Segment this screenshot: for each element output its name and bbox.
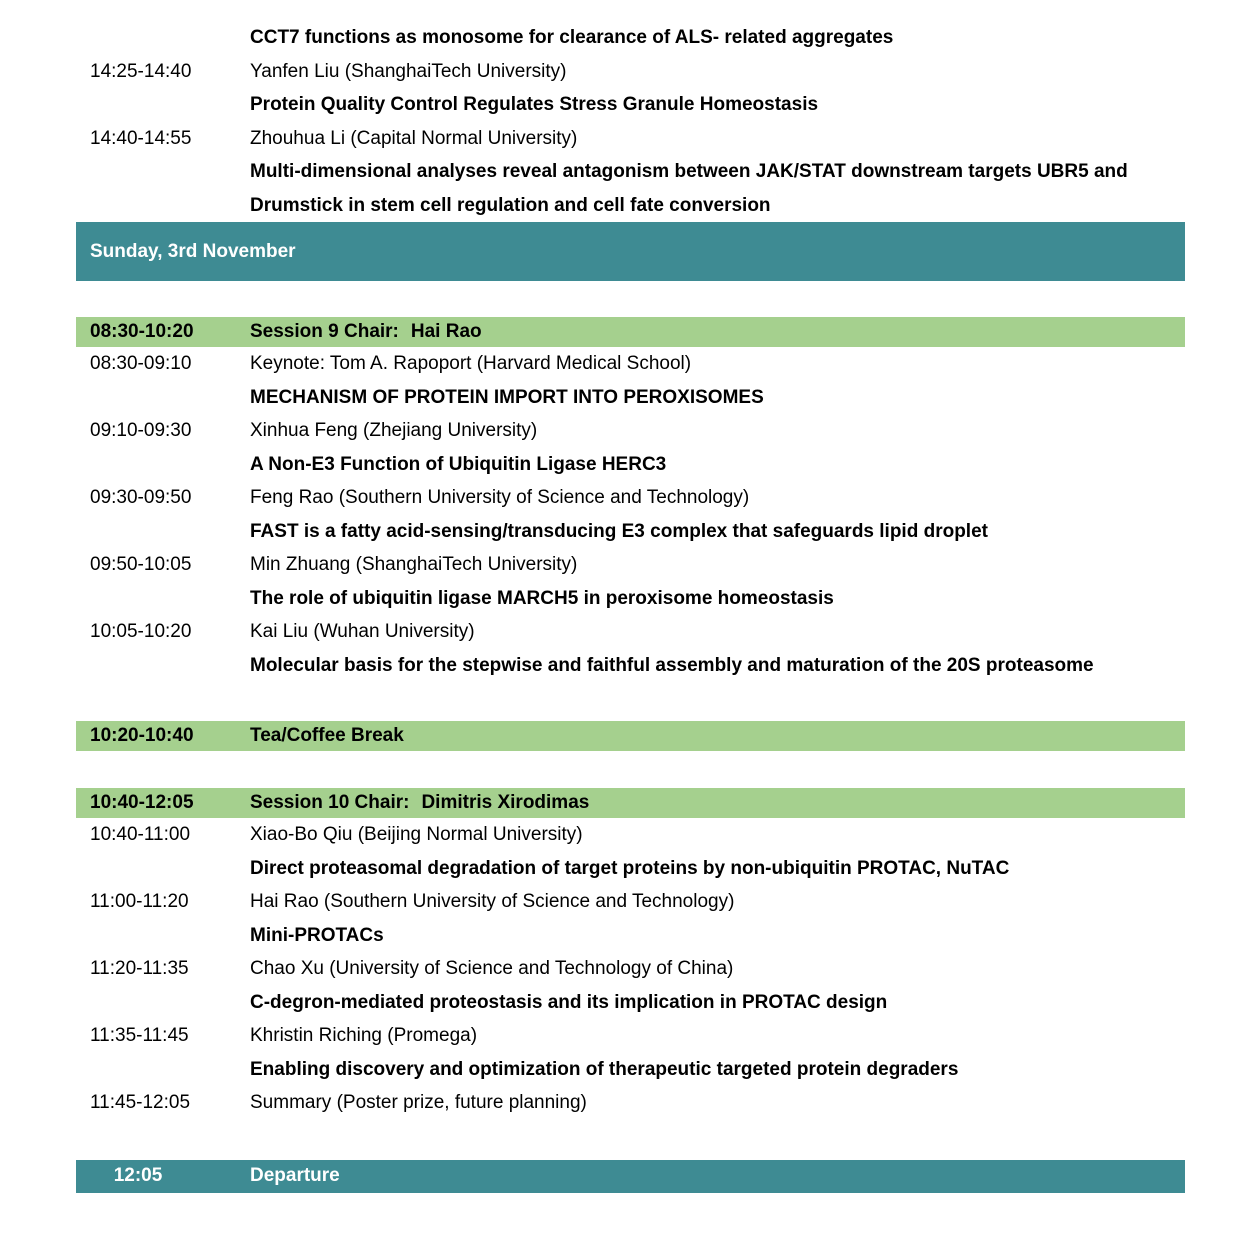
schedule-row [76, 649, 1185, 683]
schedule-row [76, 582, 1185, 616]
speaker-entry: Kai Liu (Wuhan University) [250, 621, 475, 642]
session9-chair-name: Hai Rao [410, 321, 482, 342]
talk-title: C-degron-mediated proteostasis and its implication in PROTAC design [250, 991, 888, 1013]
talk-title: CCT7 functions as monosome for clearance of ALS- related aggregates [250, 27, 894, 48]
session10-title [250, 792, 589, 814]
session10-time: 10:40-12:05 [90, 792, 194, 813]
session10-rows [76, 818, 1185, 1120]
schedule-row [76, 548, 1185, 582]
conference-schedule [76, 0, 1185, 1193]
talk-title: A Non-E3 Function of Ubiquitin Ligase HERC3 [250, 453, 667, 475]
session9-time: 08:30-10:20 [90, 321, 194, 342]
speaker-entry: Xiao-Bo Qiu (Beijing Normal University) [250, 824, 583, 845]
schedule-row [76, 1053, 1185, 1087]
tea-break-time: 10:20-10:40 [90, 725, 194, 746]
talk-title: Mini-PROTACs [250, 924, 384, 946]
schedule-row [76, 818, 1185, 852]
pre-day-section [76, 0, 1185, 222]
time-cell: 09:10-09:30 [90, 420, 192, 441]
time-cell: 14:40-14:55 [90, 127, 192, 149]
schedule-row [76, 952, 1185, 986]
session10-chair-name: Dimitris Xirodimas [421, 792, 590, 813]
departure-bar [76, 1160, 1185, 1193]
speaker-entry: Xinhua Feng (Zhejiang University) [250, 420, 538, 441]
talk-title: Direct proteasomal degradation of target proteins by non-ubiquitin PROTAC, NuTAC [250, 857, 1010, 879]
schedule-row [76, 1019, 1185, 1053]
schedule-row [76, 347, 1185, 381]
speaker-entry: Chao Xu (University of Science and Technology of China) [250, 958, 734, 979]
time-cell: 14:25-14:40 [90, 60, 192, 82]
schedule-row [76, 55, 1185, 89]
schedule-row [76, 885, 1185, 919]
session10-header-bar [76, 788, 1185, 818]
talk-title: Molecular basis for the stepwise and faithful assembly and maturation of the 20S proteasome [250, 654, 1094, 676]
schedule-row [76, 88, 1185, 122]
schedule-row [76, 155, 1185, 222]
time-cell: 11:20-11:35 [90, 958, 189, 979]
speaker-entry: Khristin Riching (Promega) [250, 1025, 478, 1046]
time-cell: 11:45-12:05 [90, 1092, 191, 1113]
tea-break-bar [76, 721, 1185, 751]
schedule-row [76, 515, 1185, 549]
departure-title: Departure [250, 1165, 340, 1186]
speaker-entry: Zhouhua Li (Capital Normal University) [250, 127, 578, 149]
talk-title: Enabling discovery and optimization of therapeutic targeted protein degraders [250, 1058, 959, 1080]
speaker-entry: Keynote: Tom A. Rapoport (Harvard Medical School) [250, 353, 692, 374]
schedule-row [76, 615, 1185, 649]
speaker-entry: Hai Rao (Southern University of Science and Technology) [250, 891, 735, 912]
session9-title [250, 321, 482, 343]
time-cell: 09:50-10:05 [90, 554, 192, 575]
schedule-row [76, 448, 1185, 482]
session10-label: Session 10 Chair: [250, 792, 410, 813]
schedule-row [76, 986, 1185, 1020]
schedule-row [76, 919, 1185, 953]
schedule-row [76, 852, 1185, 886]
speaker-entry: Min Zhuang (ShanghaiTech University) [250, 554, 578, 575]
schedule-row [76, 122, 1185, 156]
schedule-row [76, 381, 1185, 415]
schedule-row [76, 414, 1185, 448]
schedule-row [76, 21, 1185, 55]
time-cell: 11:35-11:45 [90, 1025, 189, 1046]
talk-title: Protein Quality Control Regulates Stress Granule Homeostasis [250, 94, 819, 115]
day-header-label: Sunday, 3rd November [90, 240, 296, 262]
time-cell: 11:00-11:20 [90, 891, 189, 912]
talk-title: Multi-dimensional analyses reveal antagonism between JAK/STAT downstream targets UBR5 and Drumstick in stem cell regulation and cell fate conversion [250, 161, 1128, 216]
schedule-row [76, 481, 1185, 515]
speaker-entry: Yanfen Liu (ShanghaiTech University) [250, 60, 567, 82]
schedule-row [76, 1086, 1185, 1120]
tea-break-title: Tea/Coffee Break [250, 725, 404, 746]
time-cell: 10:40-11:00 [90, 824, 191, 845]
session9-label: Session 9 Chair: [250, 321, 399, 342]
speaker-entry: Feng Rao (Southern University of Science and Technology) [250, 487, 750, 508]
time-cell: 09:30-09:50 [90, 487, 192, 508]
talk-title: The role of ubiquitin ligase MARCH5 in peroxisome homeostasis [250, 587, 834, 609]
session9-rows [76, 347, 1185, 682]
departure-time: 12:05 [113, 1165, 163, 1186]
speaker-entry: Summary (Poster prize, future planning) [250, 1092, 587, 1113]
talk-title: FAST is a fatty acid-sensing/transducing E3 complex that safeguards lipid droplet [250, 520, 988, 542]
talk-title: MECHANISM OF PROTEIN IMPORT INTO PEROXISOMES [250, 386, 764, 408]
day-header-bar [76, 222, 1185, 281]
time-cell: 08:30-09:10 [90, 353, 192, 374]
session9-header-bar [76, 317, 1185, 347]
time-cell: 10:05-10:20 [90, 621, 192, 642]
